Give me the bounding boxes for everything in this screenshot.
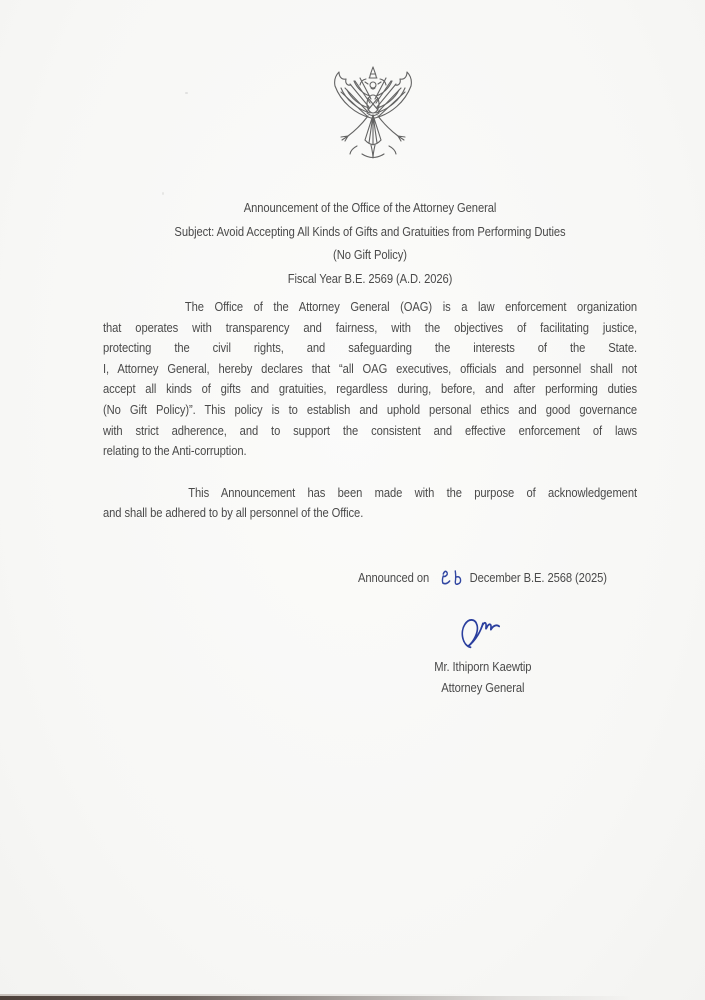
body-line: I, Attorney General, hereby declares that “all OAG executives, officials and personnel shall not [103, 360, 638, 376]
announced-prefix: Announced on [357, 569, 430, 585]
garuda-emblem-icon [329, 66, 417, 163]
announced-suffix: December B.E. 2568 (2025) [469, 569, 607, 585]
handwritten-day-icon [439, 569, 461, 587]
heading-line-1: Announcement of the Office of the Attorney General [243, 200, 497, 215]
document-content [103, 196, 637, 699]
signoff-block [379, 656, 586, 699]
signer-title: Attorney General [441, 680, 525, 696]
paragraph-2 [103, 483, 637, 524]
body-line: The Office of the Attorney General (OAG) is a law enforcement organization [184, 299, 638, 314]
paragraph-1 [103, 297, 637, 462]
scan-speck [185, 92, 188, 94]
signer-name: Mr. Ithiporn Kaewtip [434, 658, 532, 674]
scan-speck [162, 192, 164, 195]
scanner-edge-artifact [0, 996, 705, 1000]
heading-line-2: Subject: Avoid Accepting All Kinds of Gifts and Gratuities from Performing Duties [174, 223, 566, 239]
body-line: (No Gift Policy)”. This policy is to establish and uphold personal ethics and good governance [103, 401, 638, 417]
body-line: This Announcement has been made with the purpose of acknowledgement [188, 484, 638, 500]
body-line: accept all kinds of gifts and gratuities, regardless during, before, and after performing duties [103, 381, 638, 397]
body-line: with strict adherence, and to support the consistent and effective enforcement of laws [103, 422, 638, 438]
heading-line-3: (No Gift Policy) [333, 247, 407, 262]
heading-line-4: Fiscal Year B.E. 2569 (A.D. 2026) [287, 270, 453, 286]
body-line: protecting the civil rights, and safeguarding the interests of the State. [103, 340, 638, 356]
body-line: and shall be adhered to by all personnel of the Office. [103, 505, 364, 521]
signature-icon [451, 614, 515, 652]
announced-line [358, 568, 637, 589]
body-line: relating to the Anti-corruption. [103, 443, 247, 459]
body-line: that operates with transparency and fairness, with the objectives of facilitating justice, [103, 319, 638, 335]
